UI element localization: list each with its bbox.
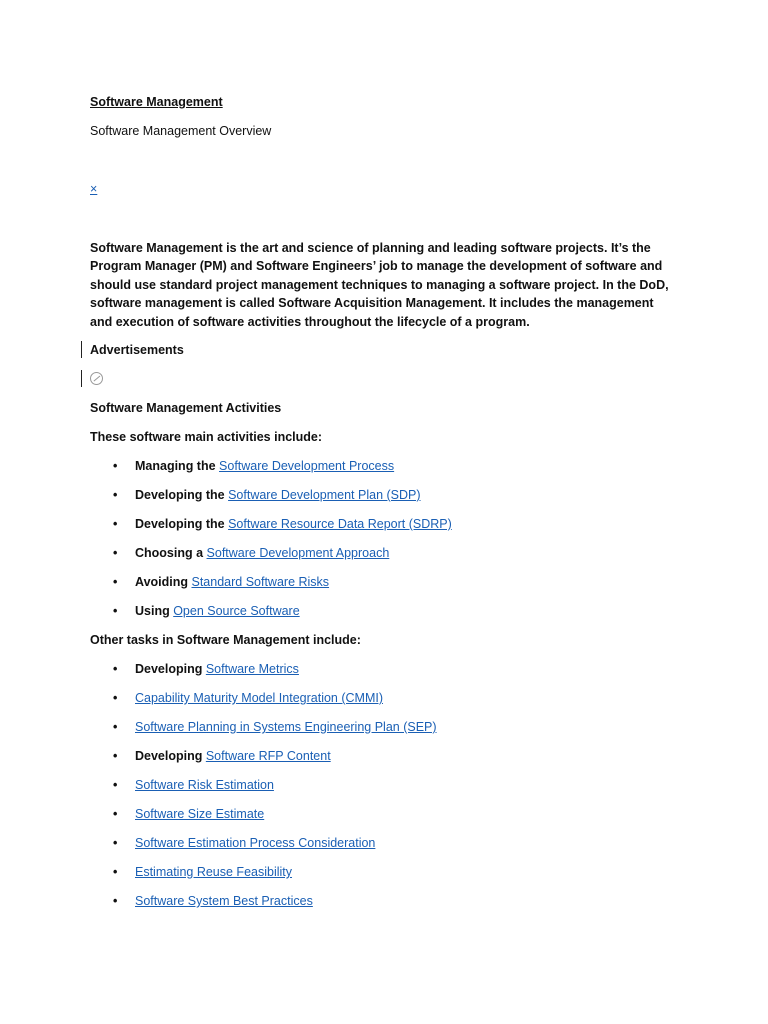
list-item-link[interactable]: Capability Maturity Model Integration (CMMI) [135,691,383,705]
bullet-icon: • [113,720,118,734]
list-item-link[interactable]: Software Development Approach [206,546,390,560]
list-item [90,486,670,504]
ad-choices-icon[interactable] [90,372,103,385]
bullet-icon: • [113,749,118,763]
advertisements-label-row [90,341,670,359]
list-item-prefix: Developing [135,749,206,763]
bullet-icon: • [113,662,118,676]
list-item [90,544,670,562]
list-item [90,892,670,910]
list-item-link[interactable]: Software Development Process [219,459,395,473]
text-cursor-bar [81,341,82,358]
activities-heading: Software Management Activities [90,401,282,415]
other-tasks-intro: Other tasks in Software Management include: [90,633,361,647]
advertisements-label: Advertisements [90,343,184,357]
list-item-link[interactable]: Software Resource Data Report (SDRP) [228,517,452,531]
list-item [90,457,670,475]
list-item-link[interactable]: Software Metrics [205,662,299,676]
bullet-icon: • [113,778,118,792]
document-page [90,93,670,910]
list-item [90,863,670,881]
activities-list [90,457,670,620]
bullet-icon: • [113,807,118,821]
list-item-link[interactable]: Software System Best Practices [135,894,313,908]
list-item [90,805,670,823]
list-item-prefix: Using [135,604,174,618]
list-item-link[interactable]: Software Estimation Process Consideration [135,836,376,850]
page-subtitle: Software Management Overview [90,124,272,138]
list-item [90,747,670,765]
list-item-link[interactable]: Software Planning in Systems Engineering Plan (SEP) [135,720,437,734]
list-item-prefix: Developing the [135,517,229,531]
list-item [90,660,670,678]
bullet-icon: • [113,691,118,705]
bullet-icon: • [113,836,118,850]
list-item-link[interactable]: Standard Software Risks [191,575,330,589]
bullet-icon: • [113,488,118,502]
list-item [90,515,670,533]
ad-icon-row [90,370,670,388]
other-tasks-list [90,660,670,910]
list-item [90,689,670,707]
bullet-icon: • [113,604,118,618]
list-item-prefix: Developing the [135,488,229,502]
bullet-icon: • [113,517,118,531]
list-item [90,718,670,736]
bullet-icon: • [113,865,118,879]
list-item-prefix: Managing the [135,459,220,473]
list-item-link[interactable]: Software Risk Estimation [135,778,274,792]
bullet-icon: • [113,459,118,473]
list-item-link[interactable]: Software Size Estimate [135,807,265,821]
list-item-prefix: Avoiding [135,575,192,589]
bullet-icon: • [113,575,118,589]
list-item [90,834,670,852]
list-item-prefix: Developing [135,662,206,676]
list-item-link[interactable]: Software Development Plan (SDP) [228,488,421,502]
list-item [90,602,670,620]
bullet-icon: • [113,546,118,560]
list-item-link[interactable]: Software RFP Content [205,749,331,763]
list-item [90,573,670,591]
page-title: Software Management [90,95,223,109]
list-item [90,776,670,794]
close-icon[interactable]: × [90,182,98,196]
list-item-link[interactable]: Open Source Software [173,604,300,618]
text-cursor-bar [81,370,82,387]
list-item-prefix: Choosing a [135,546,207,560]
intro-paragraph: Software Management is the art and science of planning and leading software projects. It’s the Program Manager (PM) and Software Engineers’ job to manage the development of software and should use standard project management techniques to managing a software project. In the DoD, software management is called Software Acquisition Management. It includes the management and execution of software activities throughout the lifecycle of a program. [90,240,669,329]
list-item-link[interactable]: Estimating Reuse Feasibility [135,865,293,879]
activities-intro: These software main activities include: [90,430,323,444]
bullet-icon: • [113,894,118,908]
